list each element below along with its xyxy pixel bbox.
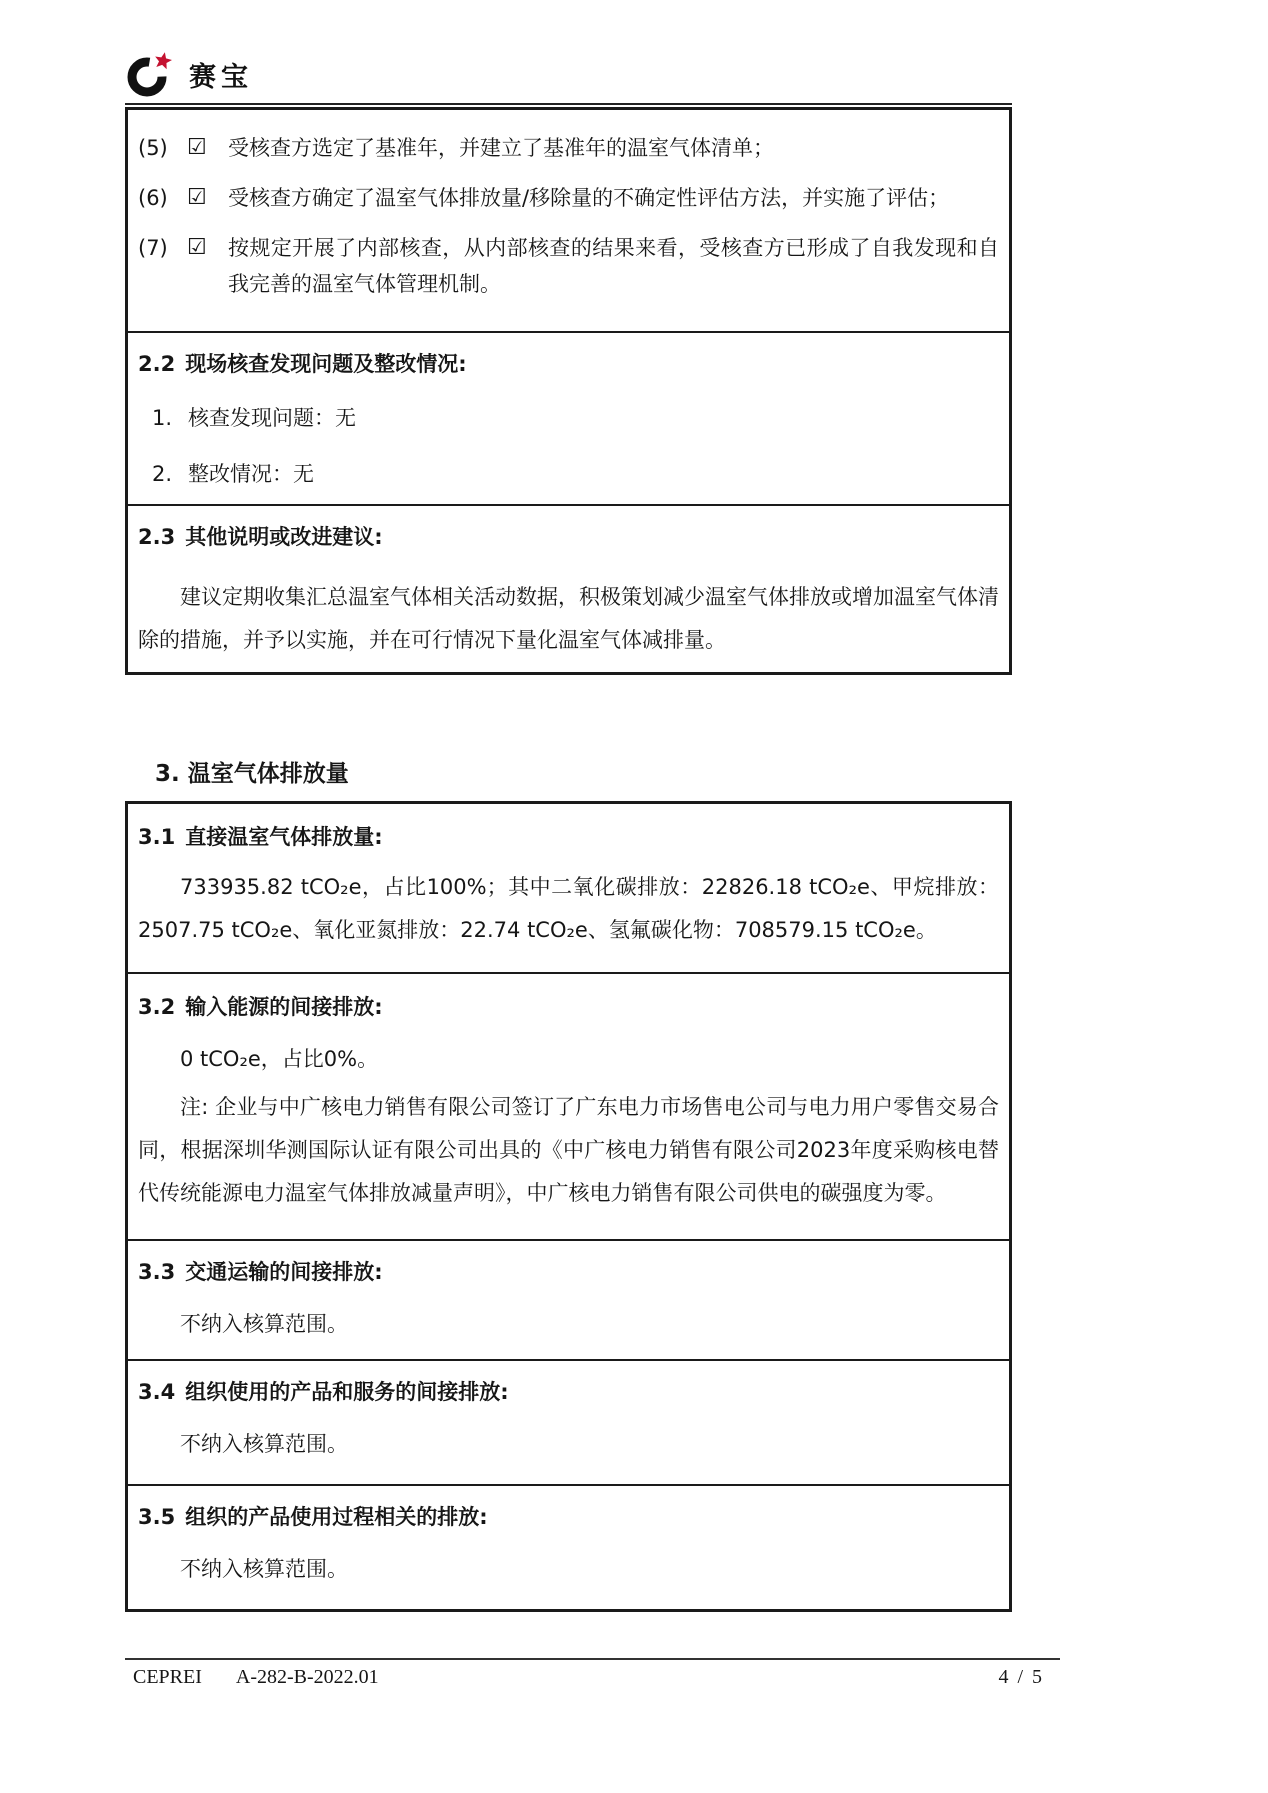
section-3-3-body: 不纳入核算范围。	[180, 1312, 348, 1336]
section-3-heading: 3. 温室气体排放量	[155, 761, 349, 787]
page-content	[125, 0, 1012, 1612]
section-number: 3.5	[138, 1505, 176, 1529]
checklist-section	[128, 110, 1009, 331]
section-2-2-title	[138, 349, 999, 379]
checked-checkbox-icon: ☑	[187, 235, 207, 260]
item-number: (7)	[138, 236, 168, 260]
cepri-logo-icon	[125, 50, 177, 98]
section-number: 2.3	[138, 525, 176, 549]
emissions-table	[125, 801, 1012, 1612]
item-number: 2.	[152, 462, 173, 486]
section-3-4-body: 不纳入核算范围。	[180, 1432, 348, 1456]
section-title-text: 组织的产品使用过程相关的排放:	[185, 1505, 488, 1529]
section-title-text: 组织使用的产品和服务的间接排放:	[185, 1380, 509, 1404]
section-title-text: 输入能源的间接排放:	[185, 995, 383, 1019]
checklist-item-7	[138, 230, 999, 302]
item-number: 1.	[152, 406, 173, 430]
section-number: 2.2	[138, 352, 176, 376]
item-text: 受核查方选定了基准年，并建立了基准年的温室气体清单；	[228, 136, 774, 160]
item-number: (5)	[138, 136, 168, 160]
page-number: 4 / 5	[998, 1666, 1044, 1688]
section-3-5-title	[138, 1502, 999, 1532]
section-2-2	[128, 331, 1009, 504]
section-3-5-body: 不纳入核算范围。	[180, 1557, 348, 1581]
footer-doc-code: A-282-B-2022.01	[235, 1666, 379, 1688]
section-3-3-title	[138, 1257, 999, 1287]
finding-item-1	[138, 401, 999, 435]
section-number: 3.4	[138, 1380, 176, 1404]
section-title-text: 直接温室气体排放量:	[185, 825, 383, 849]
section-3-4-title	[138, 1377, 999, 1407]
section-3-2-note: 注: 企业与中广核电力销售有限公司签订了广东电力市场售电公司与电力用户零售交易合同，根据深圳华测国际认证有限公司出具的《中广核电力销售有限公司2023年度采购核电替代传统能源电力温室气体排放减量声明》，中广核电力销售有限公司供电的碳强度为零。	[138, 1095, 999, 1205]
logo-text: 赛宝	[189, 61, 253, 93]
header	[125, 0, 1012, 98]
section-title-text: 其他说明或改进建议:	[185, 525, 383, 549]
item-number: (6)	[138, 186, 168, 210]
section-3-1-body: 733935.82 tCO₂e，占比100%；其中二氧化碳排放：22826.18 tCO₂e、甲烷排放：2507.75 tCO₂e、氧化亚氮排放：22.74 tCO₂e、氢氟碳化物：708579.15 tCO₂e。	[138, 875, 999, 942]
checklist-item-6	[138, 180, 999, 216]
header-rule	[125, 103, 1012, 105]
checklist-item-5	[138, 130, 999, 166]
section-3-4	[128, 1359, 1009, 1484]
section-3-2-value: 0 tCO₂e，占比0%。	[180, 1047, 379, 1071]
section-3-5	[128, 1484, 1009, 1609]
checked-checkbox-icon: ☑	[187, 135, 207, 160]
section-3-3	[128, 1239, 1009, 1359]
section-number: 3.1	[138, 825, 176, 849]
section-number: 3.3	[138, 1260, 176, 1284]
finding-item-2	[138, 457, 999, 491]
section-2-3-title	[138, 522, 999, 552]
section-title-text: 现场核查发现问题及整改情况:	[185, 352, 467, 376]
section-3-1-title	[138, 822, 999, 852]
item-text: 核查发现问题：无	[188, 406, 357, 430]
section-3-1	[128, 804, 1009, 972]
section-title-text: 交通运输的间接排放:	[185, 1260, 383, 1284]
section-2-3-body: 建议定期收集汇总温室气体相关活动数据，积极策划减少温室气体排放或增加温室气体清除的措施，并予以实施，并在可行情况下量化温室气体减排量。	[138, 585, 999, 652]
section-2-3	[128, 504, 1009, 672]
checked-checkbox-icon: ☑	[187, 185, 207, 210]
section-3-2	[128, 972, 1009, 1239]
item-text: 整改情况：无	[188, 462, 315, 486]
item-text: 按规定开展了内部核查，从内部核查的结果来看，受核查方已形成了自我发现和自我完善的温室气体管理机制。	[228, 236, 999, 296]
verification-summary-table	[125, 107, 1012, 675]
footer-left	[125, 1666, 379, 1689]
item-text: 受核查方确定了温室气体排放量/移除量的不确定性评估方法，并实施了评估；	[228, 186, 950, 210]
footer-org: CEPREI	[133, 1666, 202, 1688]
section-3-2-title	[138, 992, 999, 1022]
section-number: 3.2	[138, 995, 176, 1019]
footer	[125, 1660, 1060, 1689]
